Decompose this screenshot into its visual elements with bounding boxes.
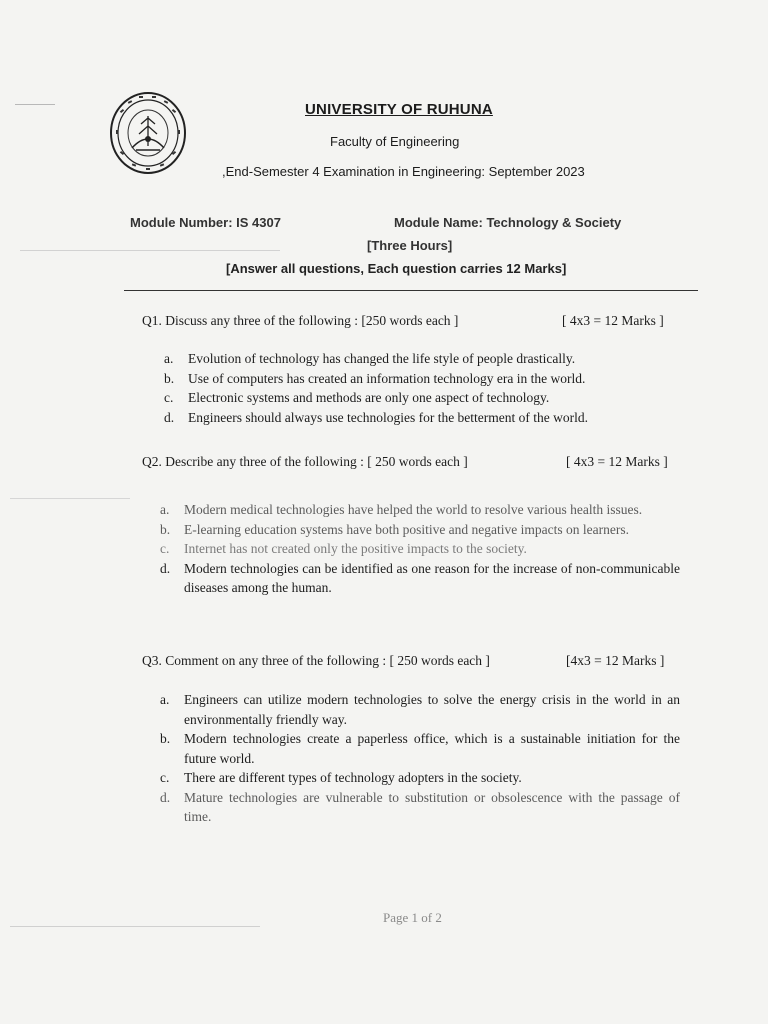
question-2-item-a: a. Modern medical technologies have helped the world to resolve various health issues.	[160, 502, 643, 517]
exam-duration: [Three Hours]	[367, 238, 453, 253]
question-1-item-a: a. Evolution of technology has changed the life style of people drastically.	[164, 351, 576, 366]
question-2-label: Q2.	[142, 454, 162, 469]
question-3-header	[142, 653, 490, 669]
question-3-item-c: c. There are different types of technology adopters in the society.	[160, 770, 522, 785]
question-3-prompt: Comment on any three of the following : [ 250 words each ]	[165, 653, 490, 668]
question-3-item-b: b. Modern technologies create a paperless office, which is a sustainable initiation for the future world.	[160, 731, 680, 766]
question-1-prompt: Discuss any three of the following : [250 words each ]	[165, 313, 459, 328]
question-3-label: Q3.	[142, 653, 162, 668]
question-1-item-b: b. Use of computers has created an information technology era in the world.	[164, 370, 586, 386]
scan-artifact	[15, 104, 55, 105]
question-2-item-c: c. Internet has not created only the positive impacts to the society.	[160, 541, 527, 556]
question-1-item-d: d. Engineers should always use technologies for the betterment of the world.	[164, 409, 589, 425]
exam-instructions: [Answer all questions, Each question carries 12 Marks]	[226, 261, 567, 276]
question-3-items	[160, 690, 680, 827]
question-2-prompt: Describe any three of the following : [ 250 words each ]	[165, 454, 468, 469]
module-name: Module Name: Technology & Society	[394, 215, 622, 230]
question-1-items	[164, 349, 684, 427]
question-3-marks: [4x3 = 12 Marks ]	[566, 653, 665, 668]
question-1-item-c: c. Electronic systems and methods are only one aspect of technology.	[164, 390, 550, 405]
question-3-item-d: d. Mature technologies are vulnerable to substitution or obsolescence with the passage of time.	[160, 789, 680, 824]
question-2-marks: [ 4x3 = 12 Marks ]	[566, 454, 668, 469]
university-title: UNIVERSITY OF RUHUNA	[305, 101, 493, 118]
question-1-marks: [ 4x3 = 12 Marks ]	[562, 313, 664, 328]
question-2-item-b: b. E-learning education systems have both positive and negative impacts on learners.	[160, 521, 629, 537]
question-1-label: Q1.	[142, 313, 162, 328]
scan-artifact	[20, 250, 280, 251]
scan-artifact	[10, 498, 130, 499]
faculty-name: Faculty of Engineering	[330, 134, 460, 149]
module-number: Module Number: IS 4307	[130, 215, 281, 230]
university-seal-logo	[108, 90, 188, 176]
exam-title: ,End-Semester 4 Examination in Engineering: September 2023	[222, 164, 585, 179]
page-number: Page 1 of 2	[383, 910, 442, 925]
scan-artifact	[10, 926, 260, 927]
question-1-header	[142, 313, 458, 329]
question-2-item-d: d. Modern technologies can be identified as one reason for the increase of non-communicable diseases among the human.	[160, 560, 680, 595]
question-2-header	[142, 454, 468, 470]
question-2-items	[160, 500, 680, 598]
question-3-item-a: a. Engineers can utilize modern technologies to solve the energy crisis in the world in an environmentally friendly way.	[160, 692, 680, 727]
header-divider	[124, 290, 698, 291]
